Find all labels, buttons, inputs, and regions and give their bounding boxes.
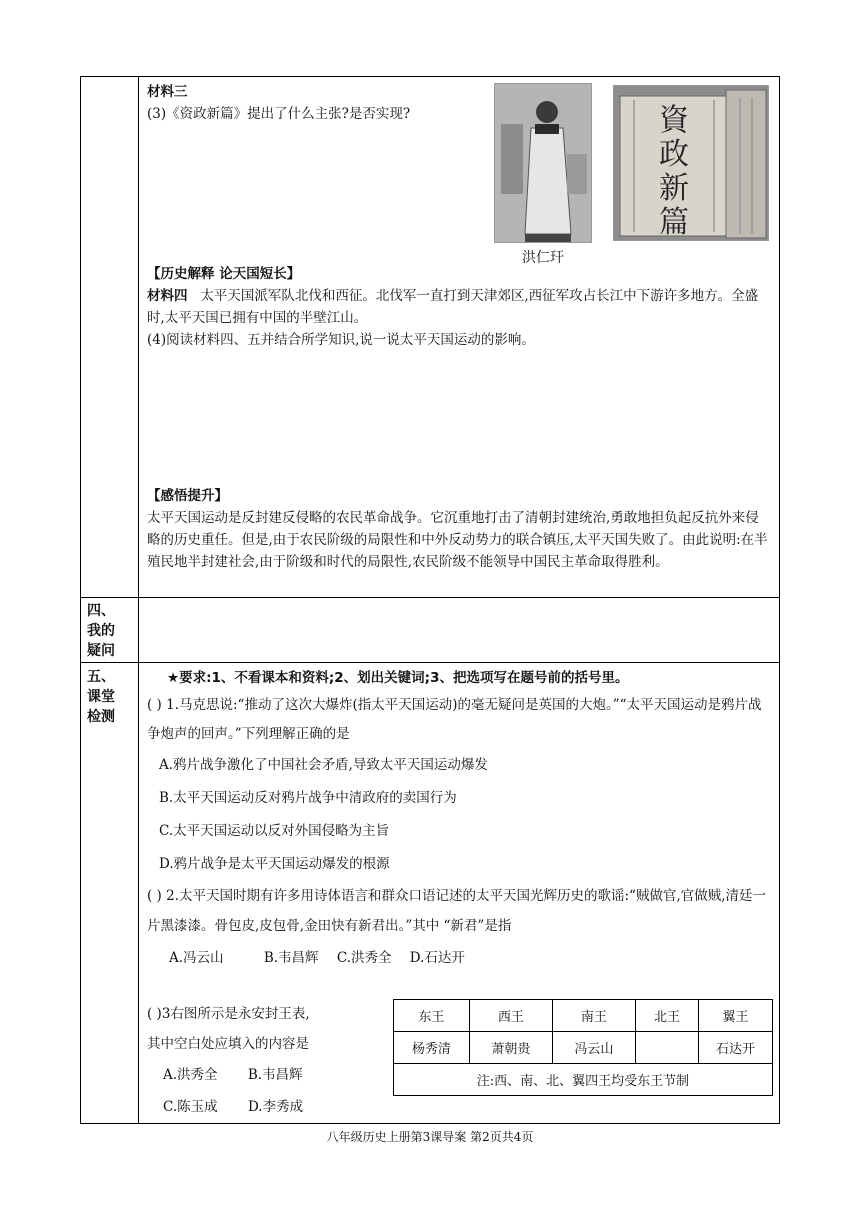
section4-label: 四、 我的 疑问 (87, 603, 115, 659)
q3-option-b: B.韦昌辉 (247, 1067, 303, 1083)
table-note: 注:西、南、北、翼四王均受东王节制 (394, 1064, 773, 1096)
material3-heading: 材料三 (147, 84, 188, 100)
table-cell: 萧朝贵 (469, 1032, 552, 1064)
q2-option-a: A.冯云山 (169, 950, 224, 966)
q1-option-d: D.鸦片战争是太平天国运动爆发的根源 (159, 856, 390, 872)
page-footer: 八年级历史上册第3课导案 第2页共4页 (326, 1130, 534, 1144)
book-cover-title: 資政新篇 (659, 103, 689, 240)
q2-option-b: B.韦昌辉 (263, 950, 319, 966)
table-cell: 杨秀清 (394, 1032, 470, 1064)
table-cell: 南王 (552, 1000, 635, 1032)
q2-stem: ( ) 2.太平天国时期有许多用诗体语言和群众口语记述的太平天国光辉历史的歌谣:“贼做官,官做贼,清廷一片黑漆漆。骨包皮,皮包骨,金田快有新君出。”其中 “新君”是指 (147, 888, 767, 934)
kings-note-row (394, 1064, 773, 1096)
q1-option-a: A.鸦片战争激化了中国社会矛盾,导致太平天国运动爆发 (159, 757, 488, 773)
kings-name-row (394, 1032, 773, 1064)
q2-options (147, 941, 769, 975)
table-cell: 冯云山 (552, 1032, 635, 1064)
row-divider-section5 (81, 662, 779, 663)
table-cell: 西王 (469, 1000, 552, 1032)
q3-option-a: A.洪秀全 (163, 1067, 218, 1083)
q1-stem: ( ) 1.马克思说:“推动了这次大爆炸(指太平天国运动)的毫无疑问是英国的大炮。”“太平天国运动是鸦片战争炮声的回声。”下列理解正确的是 (147, 697, 762, 742)
q2-option-c: C.洪秀全 (336, 950, 392, 966)
q3-block (147, 999, 367, 1123)
interpret-question: (4)阅读材料四、五并结合所学知识,说一说太平天国运动的影响。 (147, 332, 535, 348)
quiz-block (147, 665, 769, 975)
q3-options-row1 (147, 1059, 367, 1091)
insight-text: 太平天国运动是反封建反侵略的农民革命战争。它沉重地打击了清朝封建统治,勇敢地担负起反抗外来侵略的历史重任。但是,由于农民阶级的局限性和中外反动势力的联合镇压,太平天国失败了。由此说明:在半殖民地半封建社会,由于阶级和时代的局限性,农民阶级不能领导中国民主革命取得胜利。 (147, 510, 768, 570)
q3-options-row2 (147, 1091, 367, 1123)
table-cell: 石达开 (699, 1032, 773, 1064)
q3-option-c: C.陈玉成 (163, 1099, 218, 1115)
q2-option-d: D.石达开 (409, 950, 465, 966)
photo-caption: 洪仁玕 (522, 250, 564, 266)
zizheng-xinpian-book-cover (613, 85, 769, 241)
q3-stem-line1: ( )3右图所示是永安封王表, (147, 1006, 310, 1022)
yongan-kings-table (393, 999, 773, 1096)
row-divider-section4 (81, 597, 779, 598)
table-cell: 北王 (635, 1000, 698, 1032)
table-cell: 翼王 (699, 1000, 773, 1032)
kings-title-row (394, 1000, 773, 1032)
q1-option-b: B.太平天国运动反对鸦片战争中清政府的卖国行为 (159, 790, 457, 806)
table-cell: 东王 (394, 1000, 470, 1032)
material4-text: 太平天国派军队北伐和西征。北伐军一直打到天津郊区,西征军攻占长江中下游许多地方。全盛时,太平天国已拥有中国的半壁江山。 (147, 288, 759, 326)
interpret-block (147, 263, 769, 351)
insight-block (147, 485, 769, 573)
material4-label: 材料四 (147, 288, 188, 304)
portrait-figure-icon (495, 84, 592, 243)
interpret-heading: 【历史解释 论天国短长】 (147, 266, 301, 282)
q1-option-c: C.太平天国运动以反对外国侵略为主旨 (159, 823, 390, 839)
quiz-requirement: ★要求:1、不看课本和资料;2、划出关键词;3、把选项写在题号前的括号里。 (167, 670, 629, 686)
column-divider (138, 77, 139, 1123)
q3-stem-line2: 其中空白处应填入的内容是 (147, 1036, 309, 1052)
hong-rengan-photo (494, 83, 592, 243)
material3-question: (3)《资政新篇》提出了什么主张?是否实现? (147, 106, 411, 122)
worksheet-table (80, 76, 780, 1124)
q3-option-d: D.李秀成 (247, 1099, 304, 1115)
blank-cell (635, 1032, 698, 1064)
insight-heading: 【感悟提升】 (147, 488, 228, 504)
section5-label: 五、 课堂 检测 (87, 669, 115, 725)
material4-paragraph (147, 285, 769, 329)
